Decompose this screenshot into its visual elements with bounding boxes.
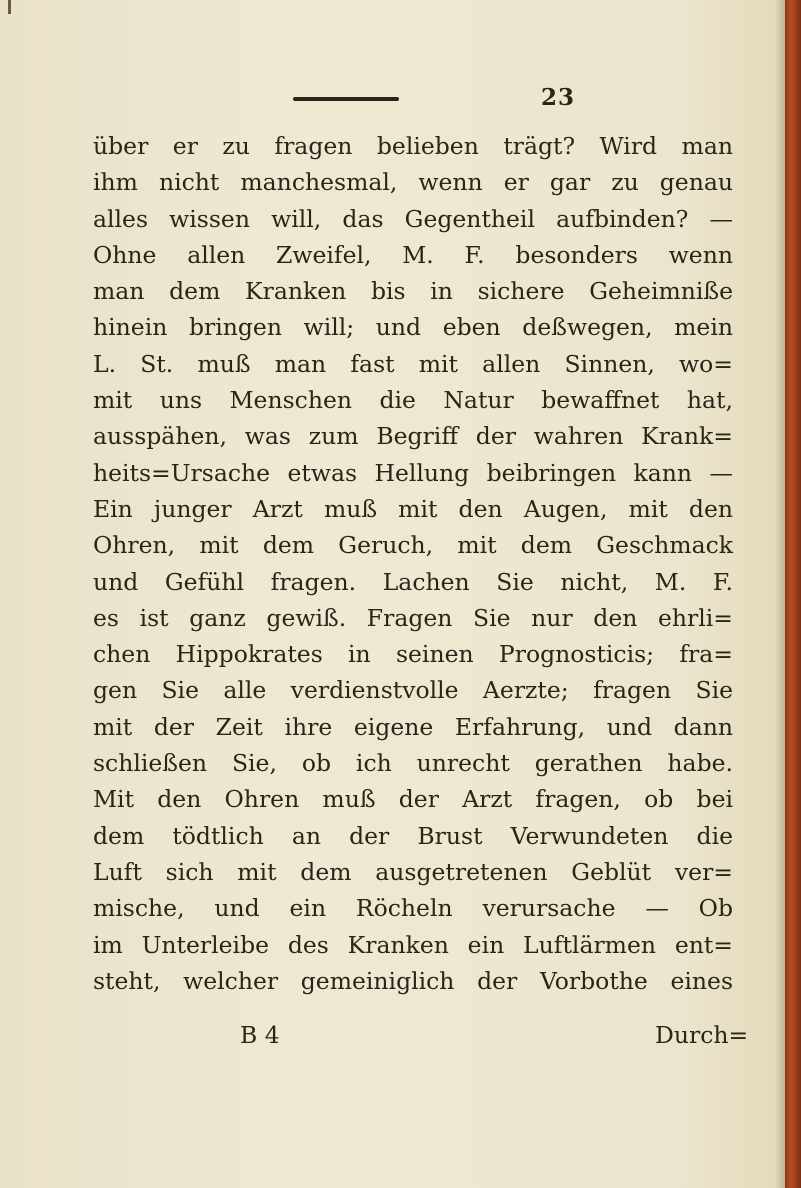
text-line: L. St. muß man fast mit allen Sinnen, wo= — [93, 349, 733, 378]
top-margin-mark — [8, 0, 11, 14]
text-line: Ohne allen Zweifel, M. F. besonders wenn — [93, 240, 733, 269]
text-line: Luft sich mit dem ausgetretenen Geblüt ver= — [93, 857, 733, 886]
text-line: mit uns Menschen die Natur bewaffnet hat, — [93, 386, 733, 415]
text-line: steht, welcher gemeiniglich der Vorbothe eines — [93, 966, 733, 995]
body-text — [93, 128, 733, 999]
text-line: alles wissen will, das Gegentheil aufbinden? — — [93, 204, 733, 233]
text-line: im Unterleibe des Kranken ein Luftlärmen ent= — [93, 930, 733, 959]
text-line: und Gefühl fragen. Lachen Sie nicht, M. F. — [93, 567, 733, 596]
text-line: mische, und ein Röcheln verursache — Ob — [93, 894, 733, 923]
text-line: Ein junger Arzt muß mit den Augen, mit den — [93, 494, 733, 523]
text-line: mit der Zeit ihre eigene Erfahrung, und dann — [93, 712, 733, 741]
red-fore-edge — [785, 0, 801, 1188]
text-line: ausspähen, was zum Begriff der wahren Krank= — [93, 422, 733, 451]
signature-line — [93, 1017, 749, 1053]
text-line: ihm nicht manchesmal, wenn er gar zu genau — [93, 168, 733, 197]
text-line: man dem Kranken bis in sichere Geheimniße — [93, 277, 733, 306]
header-rule — [293, 97, 399, 101]
text-line: es ist ganz gewiß. Fragen Sie nur den ehrli= — [93, 603, 733, 632]
text-line: dem tödtlich an der Brust Verwundeten die — [93, 821, 733, 850]
page-number: 23 — [541, 84, 576, 111]
text-line: hinein bringen will; und eben deßwegen, mein — [93, 313, 733, 342]
text-line: über er zu fragen belieben trägt? Wird man — [93, 132, 733, 160]
signature-mark: B 4 — [240, 1021, 280, 1049]
catchword: Durch= — [655, 1021, 749, 1049]
text-line: gen Sie alle verdienstvolle Aerzte; fragen Sie — [93, 676, 733, 705]
text-line: chen Hippokrates in seinen Prognosticis; fra= — [93, 640, 733, 669]
text-line: Ohren, mit dem Geruch, mit dem Geschmack — [93, 531, 733, 560]
page-edge-shadow — [775, 0, 785, 1188]
text-line: heits=Ursache etwas Hellung beibringen kann — — [93, 458, 733, 487]
text-line: Mit den Ohren muß der Arzt fragen, ob bei — [93, 785, 733, 814]
text-line: schließen Sie, ob ich unrecht gerathen habe. — [93, 749, 733, 778]
